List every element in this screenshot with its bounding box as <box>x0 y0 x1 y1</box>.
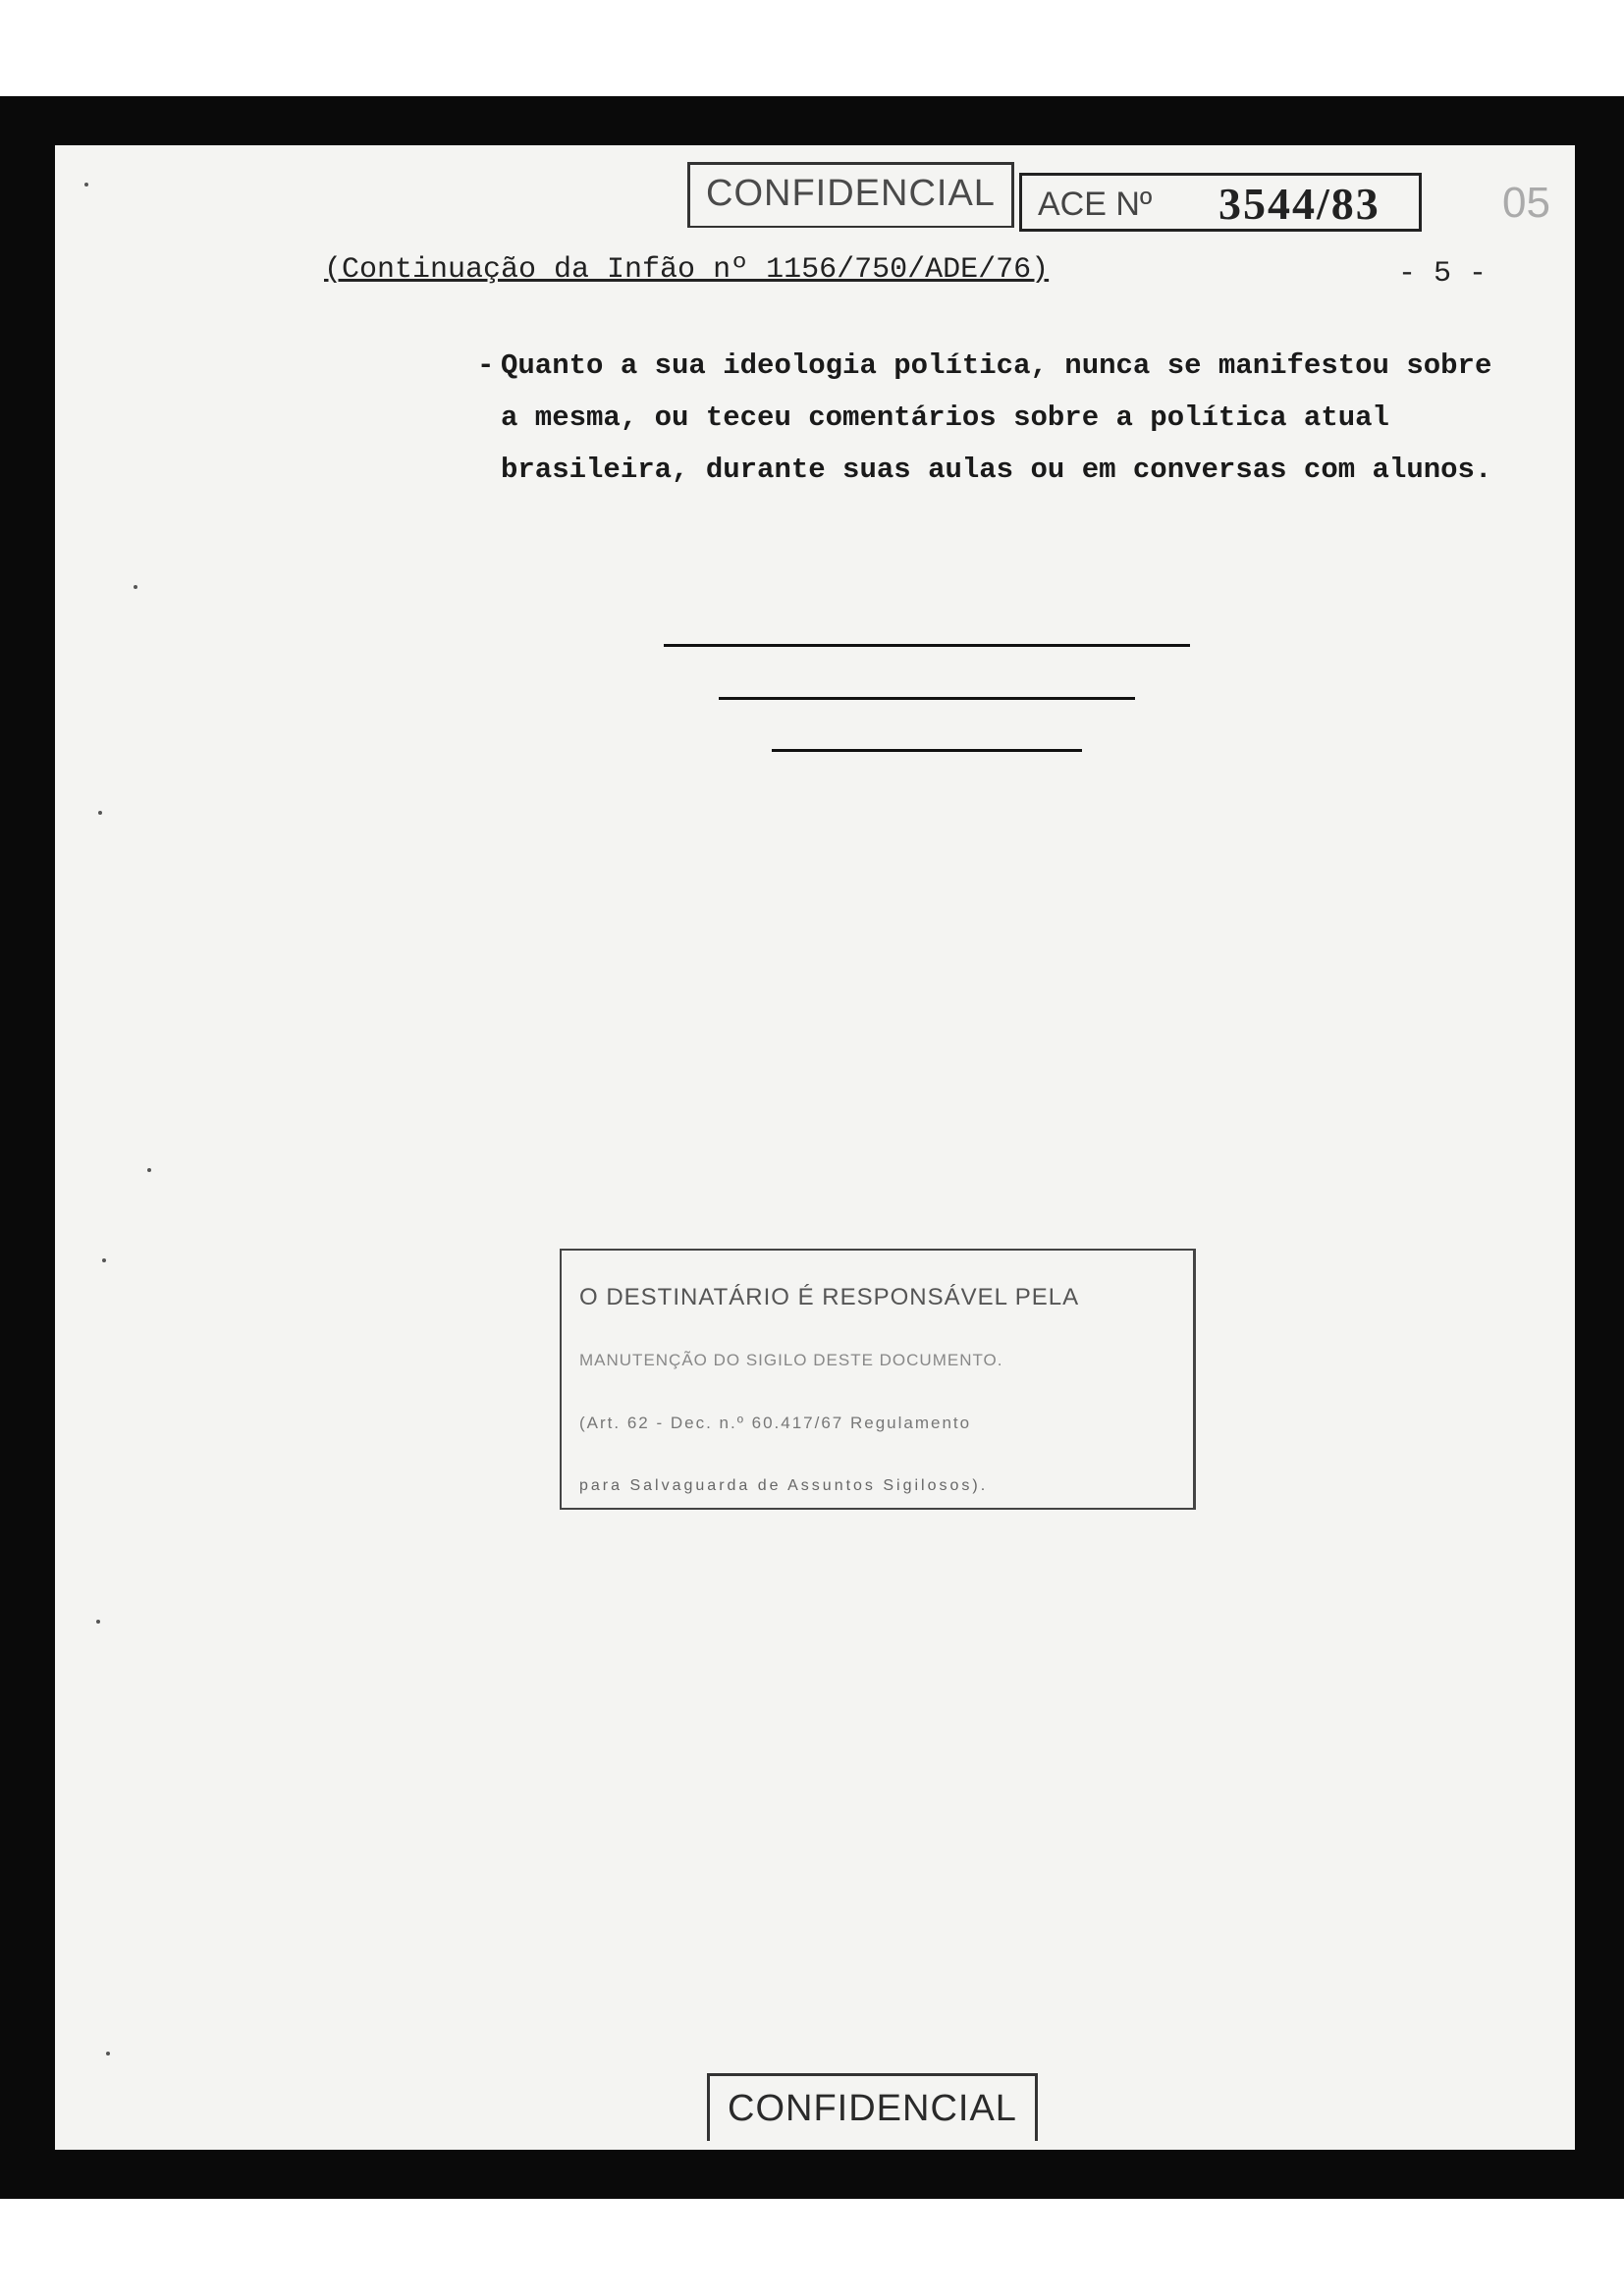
notice-line-1: O DESTINATÁRIO É RESPONSÁVEL PELA <box>579 1284 1080 1310</box>
ace-label: ACE Nº <box>1038 186 1153 223</box>
confidential-stamp-top: CONFIDENCIAL <box>687 162 1014 228</box>
notice-line-4: para Salvaguarda de Assuntos Sigilosos). <box>579 1477 989 1494</box>
notice-line-2: MANUTENÇÃO DO SIGILO DESTE DOCUMENTO. <box>579 1351 1003 1369</box>
scan-speck <box>98 811 102 815</box>
closing-rule-3 <box>772 749 1082 752</box>
scan-speck <box>106 2052 110 2056</box>
page-number: - 5 - <box>1398 257 1488 291</box>
closing-rule-2 <box>719 697 1135 700</box>
closing-rule-1 <box>664 644 1190 647</box>
scan-speck <box>102 1258 106 1262</box>
confidential-stamp-bottom: CONFIDENCIAL <box>707 2073 1038 2141</box>
ace-number: 3544/83 <box>1218 179 1380 229</box>
bullet-dash: - <box>477 349 495 382</box>
scan-speck <box>84 183 88 187</box>
notice-line-3: (Art. 62 - Dec. n.º 60.417/67 Regulamento <box>579 1414 972 1432</box>
scan-speck <box>96 1620 100 1624</box>
ace-number-stamp <box>1019 173 1422 232</box>
body-paragraph <box>477 340 1500 496</box>
scan-speck <box>147 1168 151 1172</box>
confidentiality-notice-stamp <box>560 1249 1196 1510</box>
handwritten-page-note: 05 <box>1502 179 1550 227</box>
paragraph-text: Quanto a sua ideologia política, nunca se manifestou sobre a mesma, ou teceu comentários sobre a política atual brasileira, durante suas aulas ou em conversas com alunos. <box>501 349 1492 486</box>
document-reference <box>324 253 1502 287</box>
reference-text: (Continuação da Infão nº 1156/750/ADE/76) <box>324 253 1050 287</box>
scan-speck <box>134 585 137 589</box>
